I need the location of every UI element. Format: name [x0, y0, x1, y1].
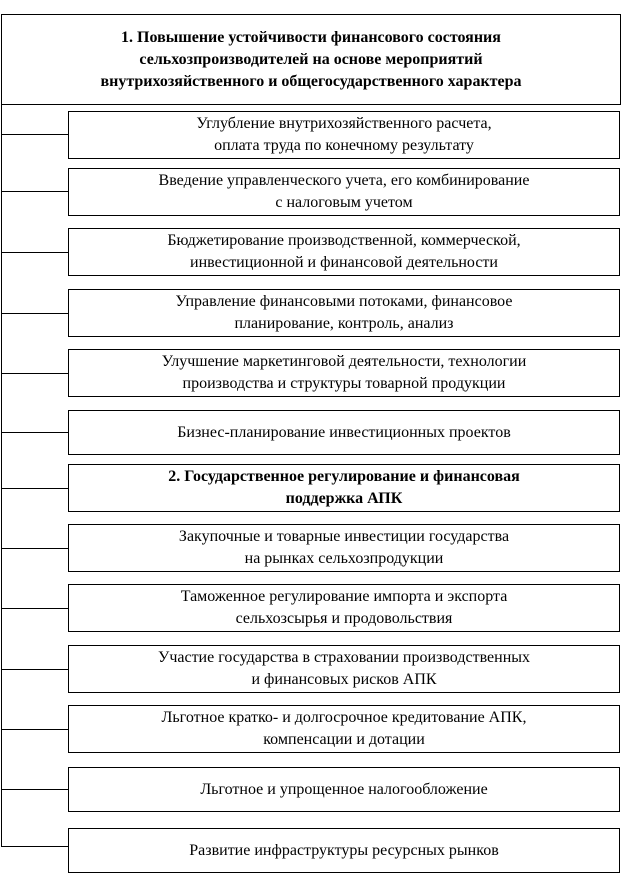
branch-connector [1, 669, 69, 670]
branch-connector [1, 373, 69, 374]
item-line: инвестиционной и финансовой деятельности [190, 254, 498, 271]
item-line: Участие государства в страховании производственных [157, 649, 531, 666]
branch-connector [1, 789, 69, 790]
item-line: Управление финансовыми потоками, финансовое [175, 293, 513, 310]
branch-connector [1, 432, 69, 433]
item-box [68, 228, 620, 276]
item-line: Бизнес-планирование инвестиционных проектов [177, 423, 511, 441]
item-line: и финансовых рисков АПК [251, 671, 437, 688]
item-box [68, 289, 620, 337]
item-box [68, 828, 620, 873]
item-line: оплата труда по конечному результату [214, 137, 474, 154]
branch-connector [1, 191, 69, 192]
item-line: Углубление внутрихозяйственного расчета, [196, 115, 492, 132]
branch-connector [1, 548, 69, 549]
item-line: Введение управленческого учета, его комбинирование [158, 172, 530, 189]
item-line: Таможенное регулирование импорта и экспорта [180, 588, 508, 605]
branch-connector [1, 134, 69, 135]
item-line: компенсации и дотации [263, 731, 425, 748]
item-line: сельхозсырья и продовольствия [235, 610, 453, 627]
item-box [68, 349, 620, 397]
branch-connector [1, 846, 69, 847]
branch-connector [1, 608, 69, 609]
item-line: Льготное и упрощенное налогообложение [200, 780, 488, 798]
branch-connector [1, 729, 69, 730]
item-line: Улучшение маркетинговой деятельности, технологии [161, 353, 527, 370]
header-line: 1. Повышение устойчивости финансового состояния [121, 28, 501, 46]
item-box [68, 524, 620, 572]
item-box [68, 584, 620, 632]
item-box [68, 168, 620, 216]
header-line: сельхозпроизводителей на основе мероприятий [139, 50, 483, 68]
item-line: планирование, контроль, анализ [234, 315, 454, 332]
header-box [1, 14, 621, 105]
section-2-box [68, 464, 620, 512]
section-line: поддержка АПК [285, 490, 403, 507]
item-box [68, 410, 620, 455]
item-box [68, 767, 620, 812]
item-box [68, 111, 620, 159]
branch-connector [1, 313, 69, 314]
item-line: с налоговым учетом [275, 194, 413, 211]
item-line: Бюджетирование производственной, коммерческой, [167, 232, 521, 249]
branch-connector [1, 488, 69, 489]
item-line: Закупочные и товарные инвестиции государства [178, 528, 510, 545]
branch-connector [1, 252, 69, 253]
item-line: Льготное кратко- и долгосрочное кредитование АПК, [161, 709, 527, 726]
item-line: на рынках сельхозпродукции [244, 550, 444, 567]
vertical-connector [1, 104, 2, 846]
item-box [68, 645, 620, 693]
header-line: внутрихозяйственного и общегосударственного характера [100, 72, 522, 90]
section-line: 2. Государственное регулирование и финансовая [168, 468, 520, 485]
item-line: Развитие инфраструктуры ресурсных рынков [189, 841, 499, 859]
item-line: производства и структуры товарной продукции [182, 375, 506, 392]
item-box [68, 705, 620, 753]
